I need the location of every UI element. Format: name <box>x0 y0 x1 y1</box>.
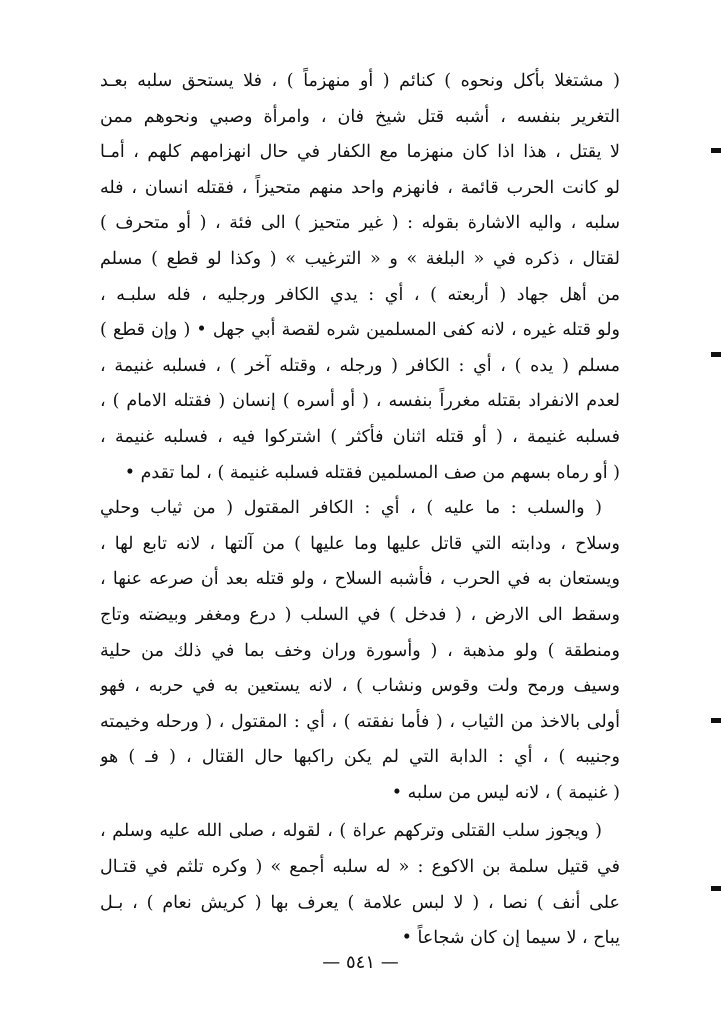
text-line: مسلم ( يده ) ، أي : الكافر ( ورجله ، وقتله آخر ) ، فسلبه غنيمة ، <box>100 355 620 376</box>
edge-mark <box>711 886 721 891</box>
page-number: — ٥٤١ — <box>322 952 399 973</box>
text-line: ( مشتغلا بأكل ونحوه ) كنائم ( أو منهزماً ) ، فلا يستحق سلبه بعـد <box>100 71 620 91</box>
text-line: لو كانت الحرب قائمة ، فانهزم واحد منهم متحيزاً ، فقتله انسان ، فله <box>100 177 620 198</box>
text-line: وسيف ورمح ولت وقوس ونشاب ) ، لانه يستعين به في حربه ، فهو <box>100 676 620 697</box>
text-line: من أهل جهاد ( أربعته ) ، أي : يدي الكافر ورجليه ، فله سلبـه ، <box>100 284 620 305</box>
text-line: ومنطقة ) ولو مذهبة ، ( وأسورة وران وخف بما في ذلك من حلية <box>100 640 620 661</box>
text-line: ويستعان به في الحرب ، فأشبه السلاح ، ولو قتله بعد أن صرعه عنها ، <box>100 569 620 590</box>
paragraph-end-line: يباح ، لا سيما إن كان شجاعاً • <box>401 928 620 949</box>
text-line: سلبه ، واليه الاشارة بقوله : ( غير متحيز ) الى فئة ، ( أو متحرف ) <box>100 213 620 234</box>
text-line: في قتيل سلمة بن الاكوع : « له سلبه أجمع » ( وكره تلثم في قتـال <box>100 857 620 878</box>
paragraph-end-line: ( أو رماه بسهم من صف المسلمين فقتله فسلبه غنيمة ) ، لما تقدم • <box>124 462 620 483</box>
text-line: وسلاح ، ودابته التي قاتل عليها وما عليها ) من آلتها ، لانه تابع لها ، <box>100 533 620 554</box>
text-line: على أنف ) نصا ، ( لا لبس علامة ) يعرف بها ( كريش نعام ) ، بـل <box>100 892 620 913</box>
paragraph-start-line: ( ويجوز سلب القتلى وتركهم عراة ) ، لقوله ، صلى الله عليه وسلم ، <box>100 821 602 842</box>
text-line: لقتال ، ذكره في « البلغة » و « الترغيب » ( وكذا لو قطع ) مسلم <box>100 248 620 269</box>
text-line: فسلبه غنيمة ، ( أو قتله اثنان فأكثر ) اشتركوا فيه ، فسلبه غنيمة ، <box>100 426 620 447</box>
paragraph-start-line: ( والسلب : ما عليه ) ، أي : الكافر المقتول ( من ثياب وحلي <box>100 498 602 519</box>
text-line: وجنيبه ) ، أي : الدابة التي لم يكن راكبها حال القتال ، ( فـ ) هو <box>100 747 620 768</box>
text-line: أولى بالاخذ من الثياب ، ( فأما نفقته ) ، أي : المقتول ، ( ورحله وخيمته <box>100 711 620 732</box>
text-line: التغرير بنفسه ، أشبه قتل شيخ فان ، وامرأة وصبي ونحوهم ممن <box>100 106 620 127</box>
paragraph-end-line: ( غنيمة ) ، لانه ليس من سلبه • <box>391 782 620 803</box>
body-text <box>100 64 620 957</box>
edge-mark <box>711 718 721 723</box>
edge-mark <box>711 352 721 357</box>
edge-mark <box>711 148 721 153</box>
text-line: ولو قتله غيره ، لانه كفى المسلمين شره لقصة أبي جهل • ( وإن قطع ) <box>100 320 620 341</box>
text-line: لعدم الانفراد بقتله مغرراً بنفسه ، ( أو أسره ) إنسان ( فقتله الامام ) ، <box>100 391 620 412</box>
text-line: وسقط الى الارض ، ( فدخل ) في السلب ( درع ومغفر وبيضته وتاج <box>100 604 620 625</box>
text-line: لا يقتل ، هذا اذا كان منهزما مع الكفار في حال انهزامهم كلهم ، أمـا <box>100 142 620 163</box>
